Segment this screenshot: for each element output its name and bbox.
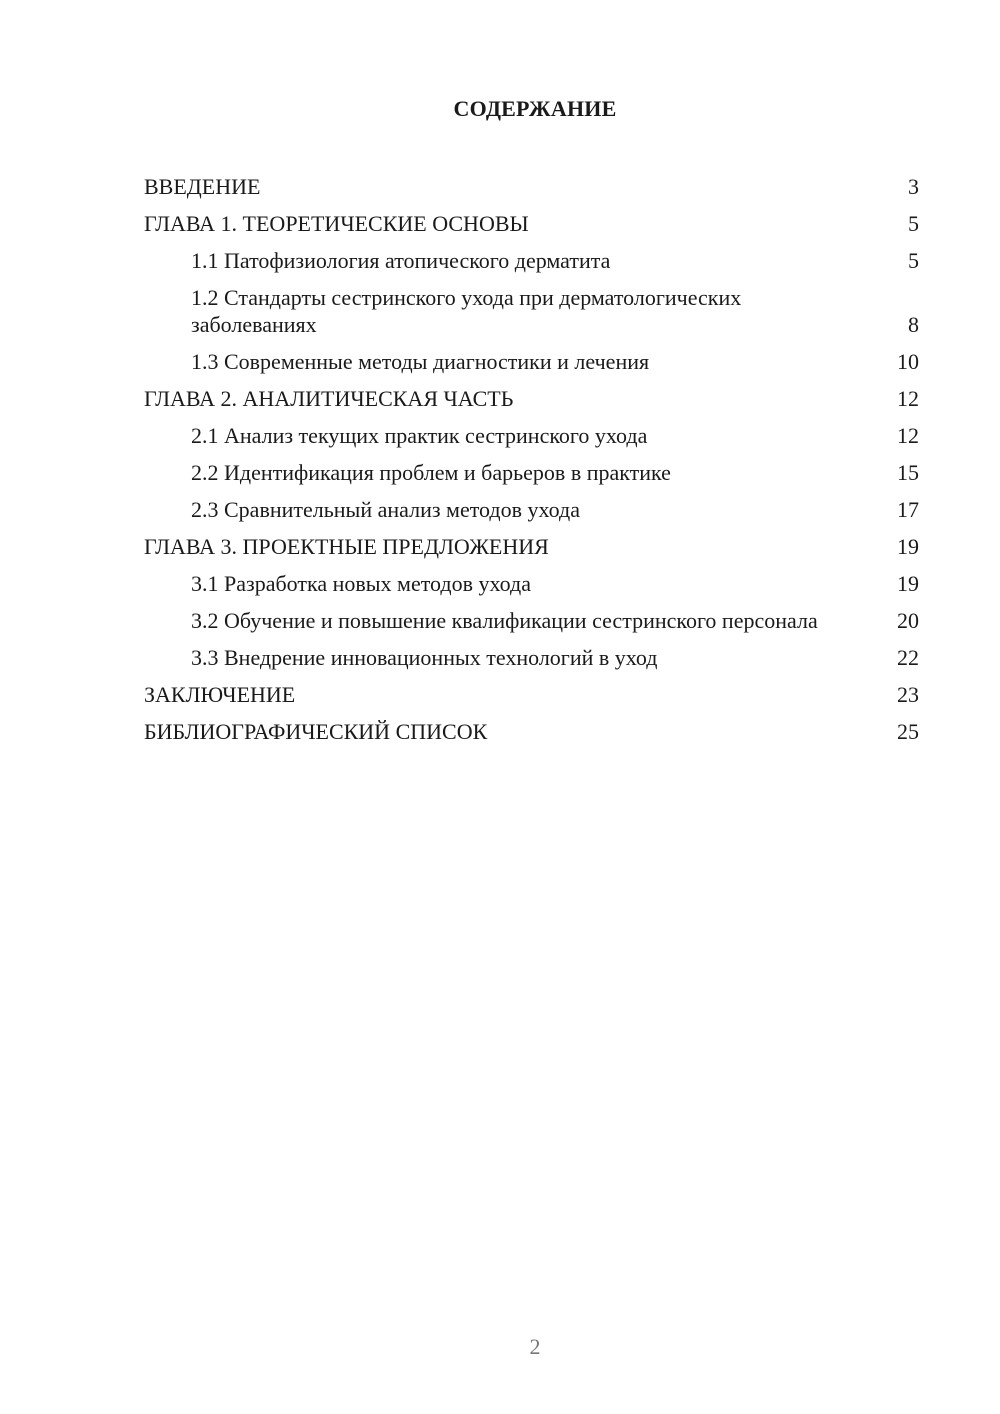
toc-entry [144, 639, 919, 676]
toc-entry-page: 12 [897, 386, 919, 411]
toc-entry [144, 205, 919, 242]
toc-entry-title: 2.2 Идентификация проблем и барьеров в практике [191, 460, 671, 485]
page-title: СОДЕРЖАНИЕ [453, 96, 617, 121]
toc-entry [144, 713, 919, 750]
toc-entry [144, 242, 919, 279]
toc-entry [144, 454, 919, 491]
toc-entry [144, 602, 919, 639]
toc-entry-title: ГЛАВА 3. ПРОЕКТНЫЕ ПРЕДЛОЖЕНИЯ [144, 534, 549, 559]
toc-entry [144, 491, 919, 528]
toc-entry-page: 23 [897, 682, 919, 707]
toc-entry-page: 15 [897, 460, 919, 485]
toc-entry-title: 3.2 Обучение и повышение квалификации сестринского персонала [191, 608, 818, 633]
toc-entry-page: 8 [908, 312, 919, 337]
toc-entry [144, 279, 919, 343]
toc-entry [144, 676, 919, 713]
toc-entry-page: 12 [897, 423, 919, 448]
toc-entry-title: ЗАКЛЮЧЕНИЕ [144, 682, 296, 707]
toc-entry-title: 3.1 Разработка новых методов ухода [191, 571, 531, 596]
toc-entry-title: ГЛАВА 2. АНАЛИТИЧЕСКАЯ ЧАСТЬ [144, 386, 514, 411]
page-number: 2 [529, 1334, 541, 1359]
toc-entry [144, 417, 919, 454]
toc-entry-title: 1.2 Стандарты сестринского ухода при дерматологических заболеваниях [191, 285, 742, 337]
toc-entry-page: 17 [897, 497, 919, 522]
toc-entry-page: 19 [897, 571, 919, 596]
toc-entry [144, 168, 919, 205]
toc-entry [144, 380, 919, 417]
toc-entry-page: 10 [897, 349, 919, 374]
toc-entry-title: ГЛАВА 1. ТЕОРЕТИЧЕСКИЕ ОСНОВЫ [144, 211, 529, 236]
table-of-contents [144, 168, 919, 750]
toc-entry-page: 3 [908, 174, 919, 199]
toc-entry-title: 3.3 Внедрение инновационных технологий в уход [191, 645, 658, 670]
toc-entry [144, 343, 919, 380]
toc-entry-title: 1.1 Патофизиология атопического дерматита [191, 248, 611, 273]
toc-entry-title: ВВЕДЕНИЕ [144, 174, 261, 199]
toc-entry-page: 5 [908, 211, 919, 236]
toc-entry-title: 2.3 Сравнительный анализ методов ухода [191, 497, 580, 522]
toc-entry-title: 2.1 Анализ текущих практик сестринского ухода [191, 423, 648, 448]
toc-entry-page: 20 [897, 608, 919, 633]
toc-entry-title: БИБЛИОГРАФИЧЕСКИЙ СПИСОК [144, 719, 488, 744]
toc-entry-page: 22 [897, 645, 919, 670]
toc-entry-page: 25 [897, 719, 919, 744]
toc-entry-page: 19 [897, 534, 919, 559]
toc-entry [144, 528, 919, 565]
toc-entry [144, 565, 919, 602]
toc-entry-title: 1.3 Современные методы диагностики и лечения [191, 349, 650, 374]
toc-entry-page: 5 [908, 248, 919, 273]
